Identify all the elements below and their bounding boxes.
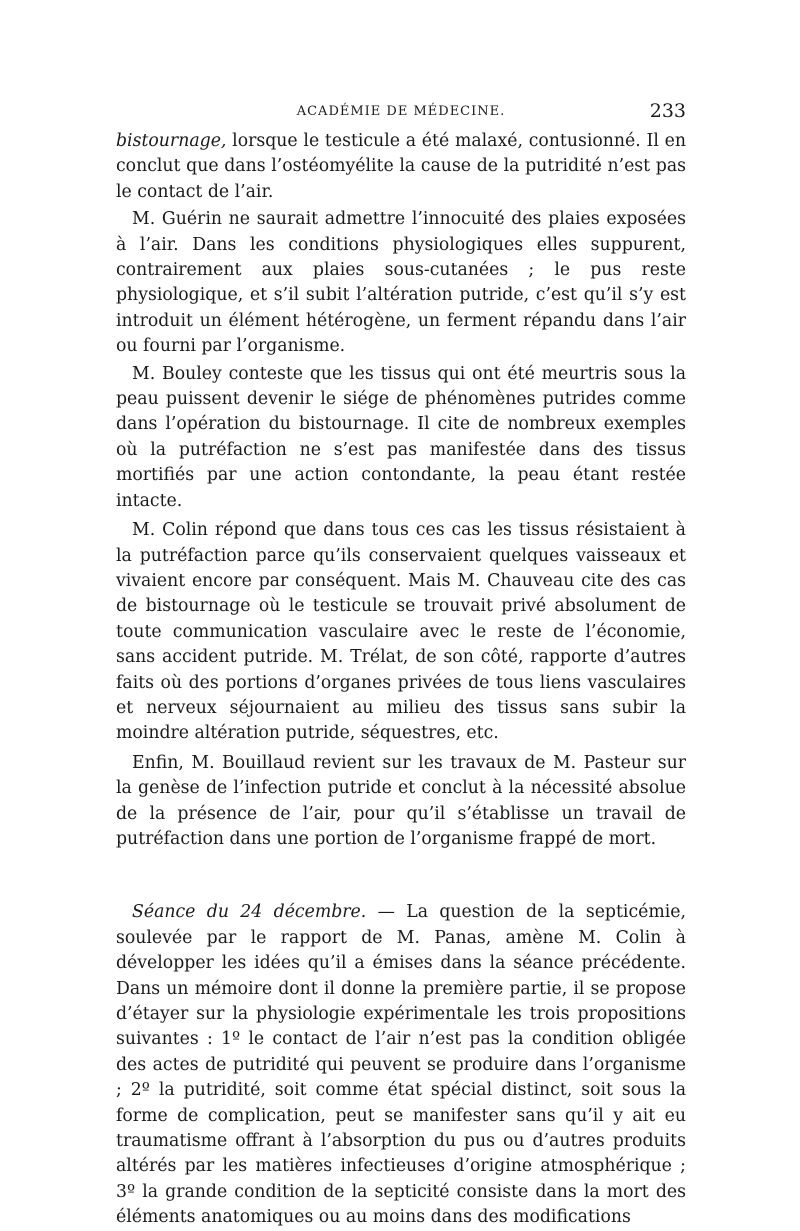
paragraph-lead-italic: bistournage, — [116, 131, 227, 151]
paragraph-text: Enfin, M. Bouillaud revient sur les travaux de M. Pasteur sur la genèse de l’infection putride et conclut à la nécessité absolue de la présence de l’air, pour qu’il s’établisse un travail de putréfaction dans une portion de l’organisme frappé de mort. — [116, 752, 686, 849]
page-number: 233 — [649, 100, 686, 122]
paragraph-seance-24-decembre — [116, 900, 686, 1230]
paragraph-guerin — [116, 207, 686, 359]
paragraph-bouillaud — [116, 751, 686, 853]
paragraph-text: — La question de la septicémie, soulevée par le rapport de M. Panas, amène M. Colin à développer les idées qu’il a émises dans la séance précédente. Dans un mémoire dont il donne la première partie, il se propose d’étayer sur la physiologie expérimentale les trois propositions suivantes : 1º le contact de l’air n’est pas la condition obligée des actes de putridité qui peuvent se produire dans l’organisme ; 2º la putridité, soit comme état spécial distinct, soit sous la forme de complication, peut se manifester sans qu’il y ait eu traumatisme offrant à l’absorption du pus ou d’autres produits altérés par les matières infectieuses d’origine atmosphérique ; 3º la grande condition de la septicité consiste dans la mort des éléments anatomiques ou au moins dans des modifications — [116, 902, 686, 1228]
paragraph-text: lorsque le testicule a été malaxé, contusionné. Il en conclut que dans l’ostéomyélite la cause de la putridité n’est pas le contact de l’air. — [116, 131, 686, 202]
running-head — [116, 100, 686, 124]
paragraph-text: M. Guérin ne saurait admettre l’innocuité des plaies exposées à l’air. Dans les conditions physiologiques elles suppurent, contrairement aux plaies sous-cutanées ; le pus reste physiologique, et s’il subit l’altération putride, c’est qu’il s’y est introduit un élément hétérogène, un ferment répandu dans l’air ou fourni par l’organisme. — [116, 209, 686, 357]
paragraph-bouley — [116, 362, 686, 514]
running-title: ACADÉMIE DE MÉDECINE. — [296, 104, 506, 119]
paragraph-text: M. Colin répond que dans tous ces cas les tissus résistaient à la putréfaction parce qu’ils conservaient quelques vaisseaux et vivaient encore par conséquent. Mais M. Chauveau cite des cas de bistournage où le testicule se trouvait privé absolument de toute communication vasculaire avec le reste de l’économie, sans accident putride. M. Trélat, de son côté, rapporte d’autres faits où des portions d’organes privées de tous liens vasculaires et nerveux séjournaient au milieu des tissus sans subir la moindre altération putride, séquestres, etc. — [116, 520, 686, 744]
paragraph-lead-italic: Séance du 24 décembre. — [132, 902, 367, 923]
paragraph-text: M. Bouley conteste que les tissus qui ont été meurtris sous la peau puissent devenir le siége de phénomènes putrides comme dans l’opération du bistournage. Il cite de nombreux exemples où la putréfaction ne s’est pas manifestée dans des tissus mortifiés par une action contondante, la peau étant restée intacte. — [116, 363, 686, 511]
body-text — [116, 129, 686, 1231]
paragraph-continuation — [116, 129, 686, 205]
paragraph-colin — [116, 518, 686, 747]
